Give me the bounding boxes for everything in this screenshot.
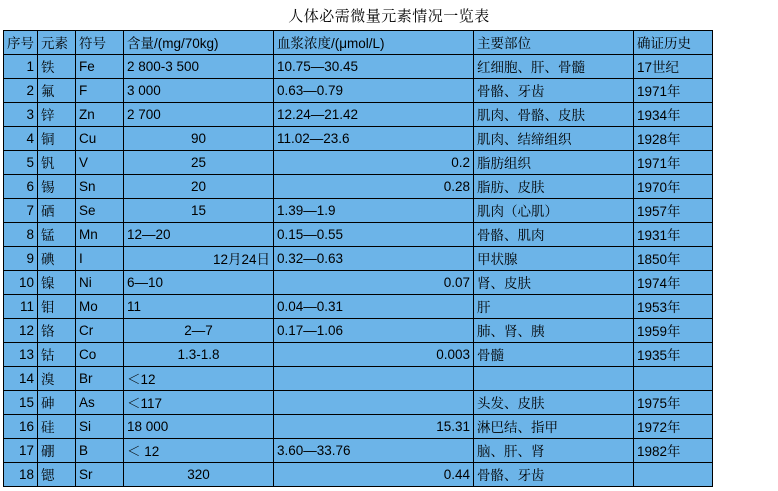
cell-symbol: Si bbox=[76, 415, 124, 439]
cell-content: 2 700 bbox=[124, 103, 274, 127]
cell-content: 15 bbox=[124, 199, 274, 223]
cell-element: 钒 bbox=[38, 151, 76, 175]
cell-site: 肌肉（心肌） bbox=[474, 199, 634, 223]
cell-history: 1971年 bbox=[634, 79, 713, 103]
table-row bbox=[4, 79, 713, 103]
cell-plasma: 3.60—33.76 bbox=[274, 439, 474, 463]
cell-site: 红细胞、肝、骨髓 bbox=[474, 55, 634, 79]
cell-plasma: 0.44 bbox=[274, 463, 474, 487]
table-row bbox=[4, 367, 713, 391]
cell-content: 320 bbox=[124, 463, 274, 487]
cell-content: 11 bbox=[124, 295, 274, 319]
cell-no: 18 bbox=[4, 463, 38, 487]
column-header-plasma: 血浆浓度/(μmol/L) bbox=[274, 31, 474, 55]
cell-element: 镍 bbox=[38, 271, 76, 295]
column-header-content: 含量/(mg/70kg) bbox=[124, 31, 274, 55]
cell-no: 13 bbox=[4, 343, 38, 367]
cell-no: 8 bbox=[4, 223, 38, 247]
cell-history: 17世纪 bbox=[634, 55, 713, 79]
cell-history: 1934年 bbox=[634, 103, 713, 127]
cell-history: 1928年 bbox=[634, 127, 713, 151]
cell-history bbox=[634, 463, 713, 487]
cell-history: 1971年 bbox=[634, 151, 713, 175]
cell-content: 1.3-1.8 bbox=[124, 343, 274, 367]
cell-element: 铁 bbox=[38, 55, 76, 79]
cell-no: 11 bbox=[4, 295, 38, 319]
cell-no: 3 bbox=[4, 103, 38, 127]
cell-symbol: Ni bbox=[76, 271, 124, 295]
cell-symbol: Se bbox=[76, 199, 124, 223]
table-row bbox=[4, 295, 713, 319]
cell-plasma: 0.28 bbox=[274, 175, 474, 199]
cell-no: 16 bbox=[4, 415, 38, 439]
cell-symbol: Sn bbox=[76, 175, 124, 199]
cell-symbol: As bbox=[76, 391, 124, 415]
cell-no: 9 bbox=[4, 247, 38, 271]
cell-symbol: B bbox=[76, 439, 124, 463]
cell-plasma bbox=[274, 391, 474, 415]
cell-content: 90 bbox=[124, 127, 274, 151]
table-row bbox=[4, 247, 713, 271]
cell-site: 骨骼、牙齿 bbox=[474, 79, 634, 103]
cell-plasma: 1.39—1.9 bbox=[274, 199, 474, 223]
cell-symbol: Sr bbox=[76, 463, 124, 487]
cell-symbol: Cu bbox=[76, 127, 124, 151]
cell-plasma: 0.2 bbox=[274, 151, 474, 175]
cell-element: 铬 bbox=[38, 319, 76, 343]
table-row bbox=[4, 319, 713, 343]
cell-no: 4 bbox=[4, 127, 38, 151]
cell-symbol: Cr bbox=[76, 319, 124, 343]
table-row bbox=[4, 103, 713, 127]
cell-site: 肌肉、骨骼、皮肤 bbox=[474, 103, 634, 127]
cell-site: 肾、皮肤 bbox=[474, 271, 634, 295]
cell-plasma: 10.75—30.45 bbox=[274, 55, 474, 79]
cell-site: 淋巴结、指甲 bbox=[474, 415, 634, 439]
cell-history: 1850年 bbox=[634, 247, 713, 271]
cell-content: 12月24日 bbox=[124, 247, 274, 271]
cell-content: 6—10 bbox=[124, 271, 274, 295]
cell-no: 7 bbox=[4, 199, 38, 223]
column-header-no: 序号 bbox=[4, 31, 38, 55]
cell-element: 氟 bbox=[38, 79, 76, 103]
cell-symbol: Co bbox=[76, 343, 124, 367]
cell-plasma: 0.17—1.06 bbox=[274, 319, 474, 343]
cell-symbol: Br bbox=[76, 367, 124, 391]
micronutrient-table bbox=[3, 30, 713, 487]
cell-site: 脂肪、皮肤 bbox=[474, 175, 634, 199]
cell-history: 1953年 bbox=[634, 295, 713, 319]
cell-element: 硼 bbox=[38, 439, 76, 463]
cell-element: 锡 bbox=[38, 175, 76, 199]
cell-no: 6 bbox=[4, 175, 38, 199]
cell-content: 2—7 bbox=[124, 319, 274, 343]
cell-no: 2 bbox=[4, 79, 38, 103]
cell-site: 脑、肝、肾 bbox=[474, 439, 634, 463]
cell-plasma: 0.003 bbox=[274, 343, 474, 367]
cell-content: 25 bbox=[124, 151, 274, 175]
cell-history: 1957年 bbox=[634, 199, 713, 223]
cell-element: 锌 bbox=[38, 103, 76, 127]
cell-plasma: 0.07 bbox=[274, 271, 474, 295]
cell-symbol: Fe bbox=[76, 55, 124, 79]
table-body bbox=[4, 55, 713, 487]
column-header-element: 元素 bbox=[38, 31, 76, 55]
cell-symbol: I bbox=[76, 247, 124, 271]
cell-content: ＜12 bbox=[124, 367, 274, 391]
cell-element: 铜 bbox=[38, 127, 76, 151]
cell-site: 骨髓 bbox=[474, 343, 634, 367]
cell-content: 12—20 bbox=[124, 223, 274, 247]
cell-symbol: Zn bbox=[76, 103, 124, 127]
column-header-site: 主要部位 bbox=[474, 31, 634, 55]
cell-element: 溴 bbox=[38, 367, 76, 391]
cell-site: 肺、肾、胰 bbox=[474, 319, 634, 343]
cell-content: ＜117 bbox=[124, 391, 274, 415]
table-row bbox=[4, 199, 713, 223]
cell-site bbox=[474, 367, 634, 391]
cell-symbol: Mn bbox=[76, 223, 124, 247]
cell-no: 5 bbox=[4, 151, 38, 175]
cell-content: 18 000 bbox=[124, 415, 274, 439]
cell-plasma: 0.63—0.79 bbox=[274, 79, 474, 103]
cell-element: 锰 bbox=[38, 223, 76, 247]
table-row bbox=[4, 223, 713, 247]
cell-element: 砷 bbox=[38, 391, 76, 415]
cell-no: 1 bbox=[4, 55, 38, 79]
cell-symbol: V bbox=[76, 151, 124, 175]
table-row bbox=[4, 463, 713, 487]
cell-history bbox=[634, 367, 713, 391]
column-header-symbol: 符号 bbox=[76, 31, 124, 55]
cell-content: 3 000 bbox=[124, 79, 274, 103]
cell-no: 12 bbox=[4, 319, 38, 343]
cell-plasma: 0.32—0.63 bbox=[274, 247, 474, 271]
table-row bbox=[4, 175, 713, 199]
cell-element: 锶 bbox=[38, 463, 76, 487]
cell-history: 1975年 bbox=[634, 391, 713, 415]
cell-no: 14 bbox=[4, 367, 38, 391]
table-row bbox=[4, 415, 713, 439]
cell-plasma: 12.24—21.42 bbox=[274, 103, 474, 127]
cell-plasma: 0.15—0.55 bbox=[274, 223, 474, 247]
cell-history: 1982年 bbox=[634, 439, 713, 463]
cell-history: 1972年 bbox=[634, 415, 713, 439]
cell-site: 肌肉、结缔组织 bbox=[474, 127, 634, 151]
cell-symbol: F bbox=[76, 79, 124, 103]
cell-no: 15 bbox=[4, 391, 38, 415]
table-row bbox=[4, 55, 713, 79]
table-header-row bbox=[4, 31, 713, 55]
cell-no: 10 bbox=[4, 271, 38, 295]
cell-no: 17 bbox=[4, 439, 38, 463]
cell-history: 1931年 bbox=[634, 223, 713, 247]
cell-site: 头发、皮肤 bbox=[474, 391, 634, 415]
cell-site: 骨骼、肌肉 bbox=[474, 223, 634, 247]
cell-history: 1935年 bbox=[634, 343, 713, 367]
table-row bbox=[4, 127, 713, 151]
cell-history: 1959年 bbox=[634, 319, 713, 343]
table-row bbox=[4, 391, 713, 415]
table-row bbox=[4, 343, 713, 367]
cell-site: 肝 bbox=[474, 295, 634, 319]
cell-site: 甲状腺 bbox=[474, 247, 634, 271]
cell-site: 脂肪组织 bbox=[474, 151, 634, 175]
cell-history: 1970年 bbox=[634, 175, 713, 199]
page-title: 人体必需微量元素情况一览表 bbox=[288, 7, 490, 25]
cell-element: 碘 bbox=[38, 247, 76, 271]
cell-plasma: 11.02—23.6 bbox=[274, 127, 474, 151]
cell-content: ＜ 12 bbox=[124, 439, 274, 463]
cell-symbol: Mo bbox=[76, 295, 124, 319]
table-row bbox=[4, 271, 713, 295]
cell-element: 硅 bbox=[38, 415, 76, 439]
cell-element: 硒 bbox=[38, 199, 76, 223]
cell-plasma bbox=[274, 367, 474, 391]
cell-plasma: 15.31 bbox=[274, 415, 474, 439]
cell-element: 钴 bbox=[38, 343, 76, 367]
table-row bbox=[4, 439, 713, 463]
cell-element: 钼 bbox=[38, 295, 76, 319]
cell-content: 2 800-3 500 bbox=[124, 55, 274, 79]
cell-history: 1974年 bbox=[634, 271, 713, 295]
cell-plasma: 0.04—0.31 bbox=[274, 295, 474, 319]
cell-content: 20 bbox=[124, 175, 274, 199]
table-row bbox=[4, 151, 713, 175]
cell-site: 骨骼、牙齿 bbox=[474, 463, 634, 487]
column-header-history: 确证历史 bbox=[634, 31, 713, 55]
